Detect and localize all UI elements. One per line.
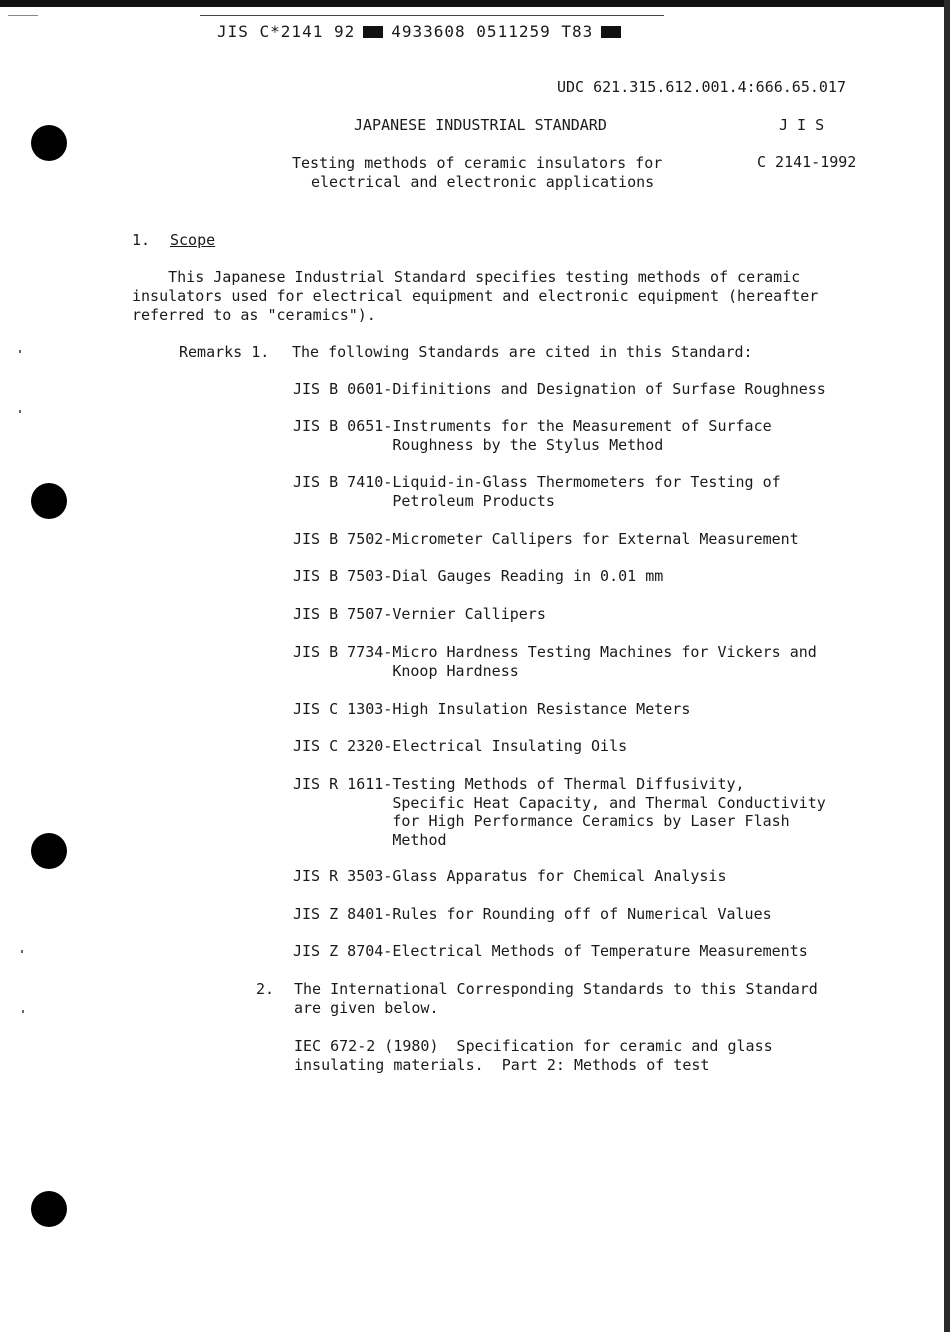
reference-line: JIS B 7507-Vernier Callipers (293, 605, 546, 623)
reference-line: JIS B 0601-Difinitions and Designation of Surfase Roughness (293, 380, 826, 398)
reference-line: JIS R 1611-Testing Methods of Thermal Diffusivity, (293, 775, 745, 793)
document-barcode-code (217, 22, 629, 41)
scan-speck (19, 410, 21, 413)
reference-line: JIS B 7503-Dial Gauges Reading in 0.01 mm (293, 567, 664, 585)
reference-line: JIS C 1303-High Insulation Resistance Meters (293, 700, 691, 718)
scope-line: insulators used for electrical equipment and electronic equipment (hereafter (132, 287, 819, 305)
iec-reference (294, 1037, 773, 1075)
document-title-line-2: electrical and electronic applications (311, 173, 655, 191)
item-2-line: The International Corresponding Standards to this Standard (294, 980, 818, 998)
reference-line: JIS R 3503-Glass Apparatus for Chemical Analysis (293, 867, 727, 885)
iec-line: IEC 672-2 (1980) Specification for ceramic and glass (294, 1037, 773, 1055)
reference-line: Roughness by the Stylus Method (293, 435, 664, 454)
section-number: 1. (132, 231, 151, 249)
reference-line: JIS B 7734-Micro Hardness Testing Machines for Vickers and (293, 643, 817, 661)
reference-line: Petroleum Products (293, 491, 555, 510)
reference-entry (293, 942, 808, 961)
reference-line: JIS B 7502-Micrometer Callipers for External Measurement (293, 530, 799, 548)
reference-entry (293, 530, 799, 549)
header-rule (200, 15, 664, 16)
reference-entry (293, 700, 690, 719)
reference-line: Specific Heat Capacity, and Thermal Conductivity (293, 793, 826, 812)
punch-hole (31, 483, 67, 519)
code-part-1: JIS C*2141 92 (217, 22, 356, 41)
scan-mark-left (8, 15, 38, 16)
scope-paragraph (132, 268, 818, 325)
code-block-mark (601, 26, 621, 38)
reference-entry (293, 905, 772, 924)
item-2-line: are given below. (294, 999, 439, 1017)
document-title-line-1: Testing methods of ceramic insulators for (292, 154, 663, 172)
reference-entry (293, 605, 546, 624)
iec-line: insulating materials. Part 2: Methods of test (294, 1056, 710, 1074)
reference-line: JIS C 2320-Electrical Insulating Oils (293, 737, 628, 755)
punch-hole (31, 833, 67, 869)
reference-entry (293, 380, 826, 399)
reference-line: JIS Z 8704-Electrical Methods of Temperature Measurements (293, 942, 808, 960)
reference-entry (293, 737, 627, 756)
section-heading: Scope (170, 231, 216, 249)
scan-top-border (0, 0, 950, 7)
reference-entry (293, 775, 826, 850)
scan-right-border (944, 0, 950, 1332)
item-2-number: 2. (256, 980, 275, 998)
scope-line: This Japanese Industrial Standard specifies testing methods of ceramic (132, 268, 801, 286)
scan-speck (19, 350, 21, 353)
reference-line: JIS B 7410-Liquid-in-Glass Thermometers for Testing of (293, 473, 781, 491)
reference-line: for High Performance Ceramics by Laser Flash (293, 812, 790, 831)
remarks-intro: The following Standards are cited in this Standard: (292, 343, 753, 361)
reference-entry (293, 867, 726, 886)
reference-entry (293, 473, 781, 510)
punch-hole (31, 1191, 67, 1227)
item-2-text (294, 980, 818, 1018)
udc-number: UDC 621.315.612.001.4:666.65.017 (557, 78, 846, 96)
reference-entry (293, 417, 772, 454)
reference-entry (293, 567, 663, 586)
reference-entry (293, 643, 817, 680)
reference-line: JIS Z 8401-Rules for Rounding off of Numerical Values (293, 905, 772, 923)
code-block-mark (363, 26, 383, 38)
reference-line: Knoop Hardness (293, 661, 519, 680)
document-number: C 2141-1992 (757, 153, 857, 171)
code-part-2: 4933608 0511259 T83 (391, 22, 594, 41)
standard-title: JAPANESE INDUSTRIAL STANDARD (354, 116, 607, 134)
remarks-label: Remarks 1. (179, 343, 270, 361)
scan-speck (22, 1010, 24, 1013)
jis-mark: J I S (779, 116, 825, 134)
reference-line: JIS B 0651-Instruments for the Measurement of Surface (293, 417, 772, 435)
scope-line: referred to as "ceramics"). (132, 306, 376, 324)
scan-speck (21, 950, 23, 953)
reference-line: Method (293, 831, 447, 850)
punch-hole (31, 125, 67, 161)
